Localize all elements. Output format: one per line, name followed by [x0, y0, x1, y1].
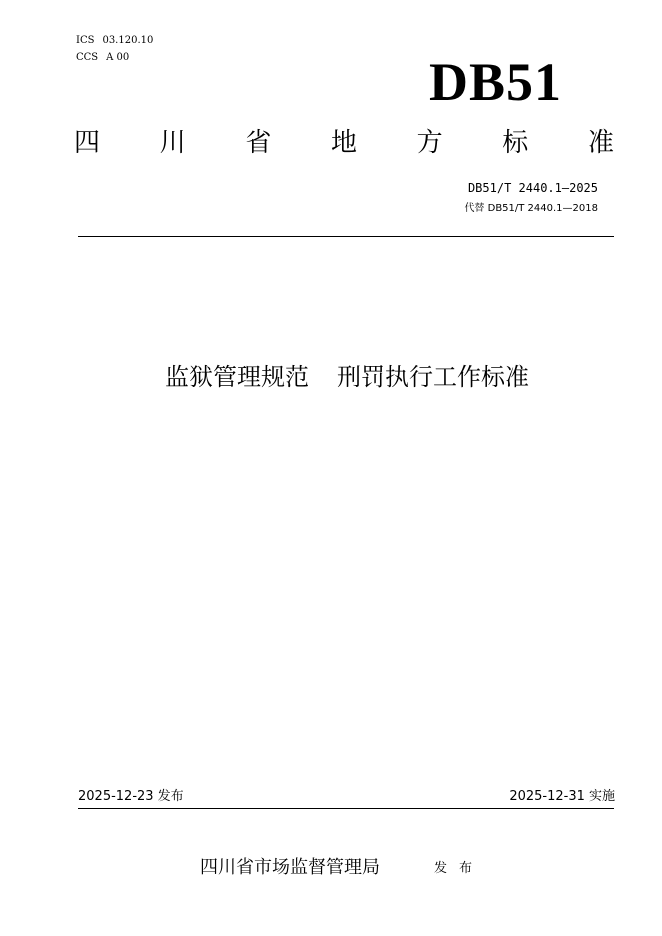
ccs-line: [76, 49, 153, 66]
standard-type-heading: [74, 126, 614, 160]
document-title: [0, 360, 662, 394]
standard-type-char: 标: [502, 128, 529, 158]
standard-type-char: 方: [416, 128, 443, 158]
standard-type-char: 准: [587, 128, 614, 158]
title-part-1: 监狱管理规范: [165, 363, 309, 391]
standard-type-char: 四: [74, 128, 101, 158]
bottom-divider: [78, 808, 614, 809]
title-part-2: 刑罚执行工作标准: [337, 363, 529, 391]
ics-line: [76, 32, 153, 49]
standard-type-char: 省: [245, 128, 272, 158]
classification-codes: [76, 32, 153, 66]
ccs-label: CCS: [76, 52, 99, 63]
issue-action: 发布: [434, 861, 485, 876]
top-divider: [78, 236, 614, 237]
issue-date: 2025-12-23 发布: [78, 789, 184, 804]
replaces-standard: 代替 DB51/T 2440.1—2018: [464, 203, 598, 214]
db-code-logo: DB51: [428, 52, 562, 112]
ics-label: ICS: [76, 35, 95, 46]
standard-type-char: 地: [330, 128, 357, 158]
ccs-code: A 00: [106, 52, 130, 63]
issuing-authority: 四川省市场监督管理局: [200, 857, 380, 878]
standard-number: DB51/T 2440.1—2025: [467, 181, 598, 195]
implementation-date: 2025-12-31 实施: [509, 789, 615, 804]
standard-type-char: 川: [159, 128, 186, 158]
ics-code: 03.120.10: [102, 35, 154, 46]
